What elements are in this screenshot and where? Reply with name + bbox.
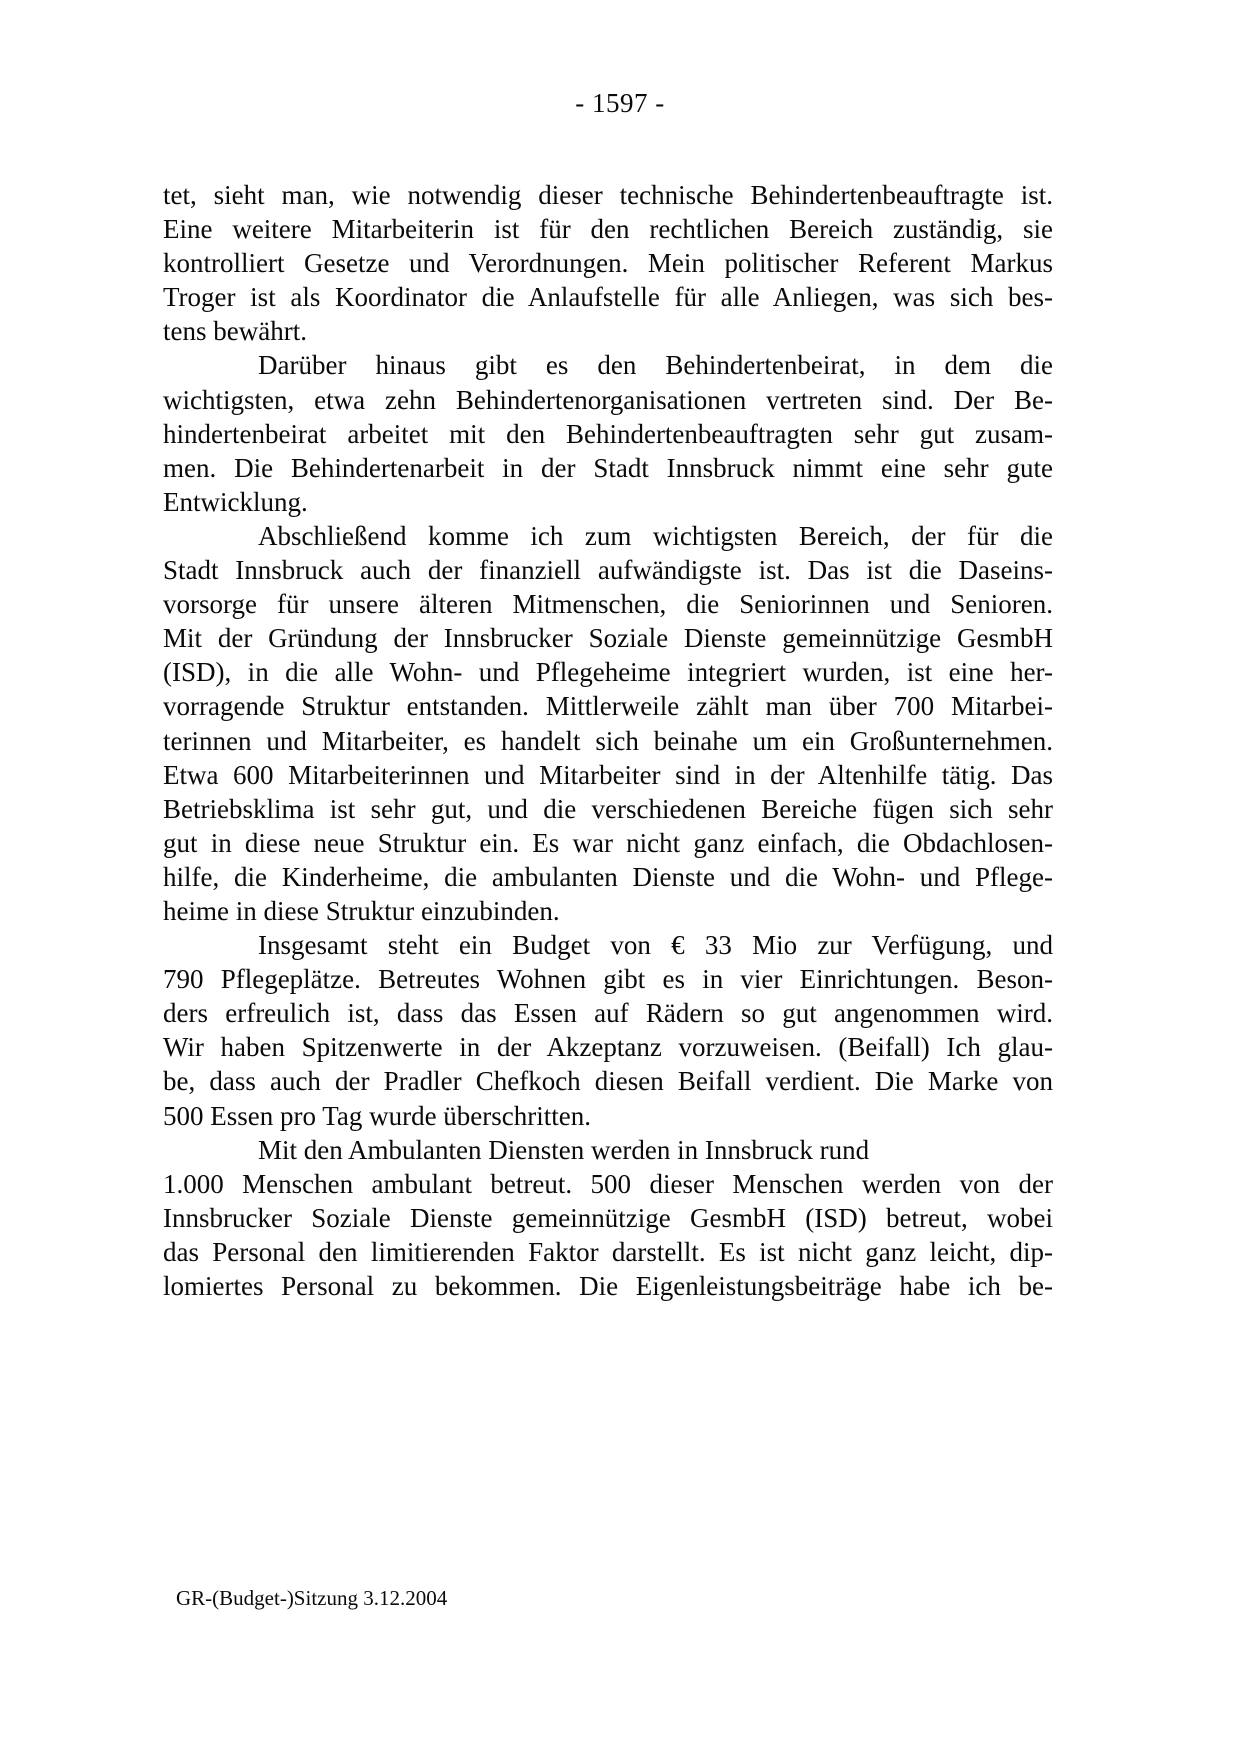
text-line: Innsbrucker Soziale Dienste gemeinnützige GesmbH (ISD) betreut, wobei <box>163 1202 1053 1233</box>
text-line: be, dass auch der Pradler Chefkoch diesen Beifall verdient. Die Marke von <box>163 1066 1053 1097</box>
text-line: tens bewährt. <box>163 316 307 347</box>
text-line: heime in diese Struktur einzubinden. <box>163 895 560 926</box>
text-line: Darüber hinaus gibt es den Behindertenbeirat, in dem die <box>258 350 1053 381</box>
text-line: das Personal den limitierenden Faktor darstellt. Es ist nicht ganz leicht, dip- <box>163 1236 1053 1267</box>
text-line: hindertenbeirat arbeitet mit den Behindertenbeauftragten sehr gut zusam- <box>163 418 1053 449</box>
text-line: Mit den Ambulanten Diensten werden in Innsbruck rund <box>258 1134 870 1165</box>
text-line: Entwicklung. <box>163 486 308 517</box>
text-line: hilfe, die Kinderheime, die ambulanten Dienste und die Wohn- und Pflege- <box>163 861 1053 892</box>
text-line: kontrolliert Gesetze und Verordnungen. Mein politischer Referent Markus <box>163 248 1053 279</box>
text-line: wichtigsten, etwa zehn Behindertenorganisationen vertreten sind. Der Be- <box>163 384 1053 415</box>
text-line: tet, sieht man, wie notwendig dieser technische Behindertenbeauftragte ist. <box>163 180 1053 210</box>
text-line: (ISD), in die alle Wohn- und Pflegeheime integriert wurden, ist eine her- <box>163 657 1053 688</box>
document-body <box>163 178 1053 1303</box>
text-line: terinnen und Mitarbeiter, es handelt sich beinahe um ein Großunternehmen. <box>163 725 1053 756</box>
text-line: men. Die Behindertenarbeit in der Stadt Innsbruck nimmt eine sehr gute <box>163 452 1053 483</box>
page-footer: GR-(Budget-)Sitzung 3.12.2004 <box>176 1586 448 1610</box>
text-line: Mit der Gründung der Innsbrucker Soziale Dienste gemeinnützige GesmbH <box>163 623 1053 654</box>
text-line: gut in diese neue Struktur ein. Es war nicht ganz einfach, die Obdachlosen- <box>163 827 1053 858</box>
page-number: - 1597 - <box>575 88 665 118</box>
text-line: ders erfreulich ist, dass das Essen auf Rädern so gut angenommen wird. <box>163 998 1053 1029</box>
text-line: 1.000 Menschen ambulant betreut. 500 dieser Menschen werden von der <box>163 1168 1053 1199</box>
text-line: lomiertes Personal zu bekommen. Die Eigenleistungsbeiträge habe ich be- <box>163 1271 1053 1301</box>
text-line: Wir haben Spitzenwerte in der Akzeptanz vorzuweisen. (Beifall) Ich glau- <box>163 1032 1053 1063</box>
text-line: Stadt Innsbruck auch der finanziell aufwändigste ist. Das ist die Daseins- <box>163 555 1053 586</box>
text-line: vorsorge für unsere älteren Mitmenschen, die Seniorinnen und Senioren. <box>163 589 1053 620</box>
text-line: vorragende Struktur entstanden. Mittlerweile zählt man über 700 Mitarbei- <box>163 691 1053 722</box>
text-line: Troger ist als Koordinator die Anlaufstelle für alle Anliegen, was sich bes- <box>163 282 1053 313</box>
text-line: Betriebsklima ist sehr gut, und die verschiedenen Bereiche fügen sich sehr <box>163 793 1053 824</box>
text-line: 790 Pflegeplätze. Betreutes Wohnen gibt es in vier Einrichtungen. Beson- <box>163 964 1053 995</box>
text-line: 500 Essen pro Tag wurde überschritten. <box>163 1100 592 1131</box>
text-line: Abschließend komme ich zum wichtigsten Bereich, der für die <box>258 520 1053 551</box>
text-line: Etwa 600 Mitarbeiterinnen und Mitarbeiter sind in der Altenhilfe tätig. Das <box>163 759 1053 790</box>
text-line: Eine weitere Mitarbeiterin ist für den rechtlichen Bereich zuständig, sie <box>163 214 1053 245</box>
text-line: Insgesamt steht ein Budget von € 33 Mio zur Verfügung, und <box>258 930 1053 961</box>
